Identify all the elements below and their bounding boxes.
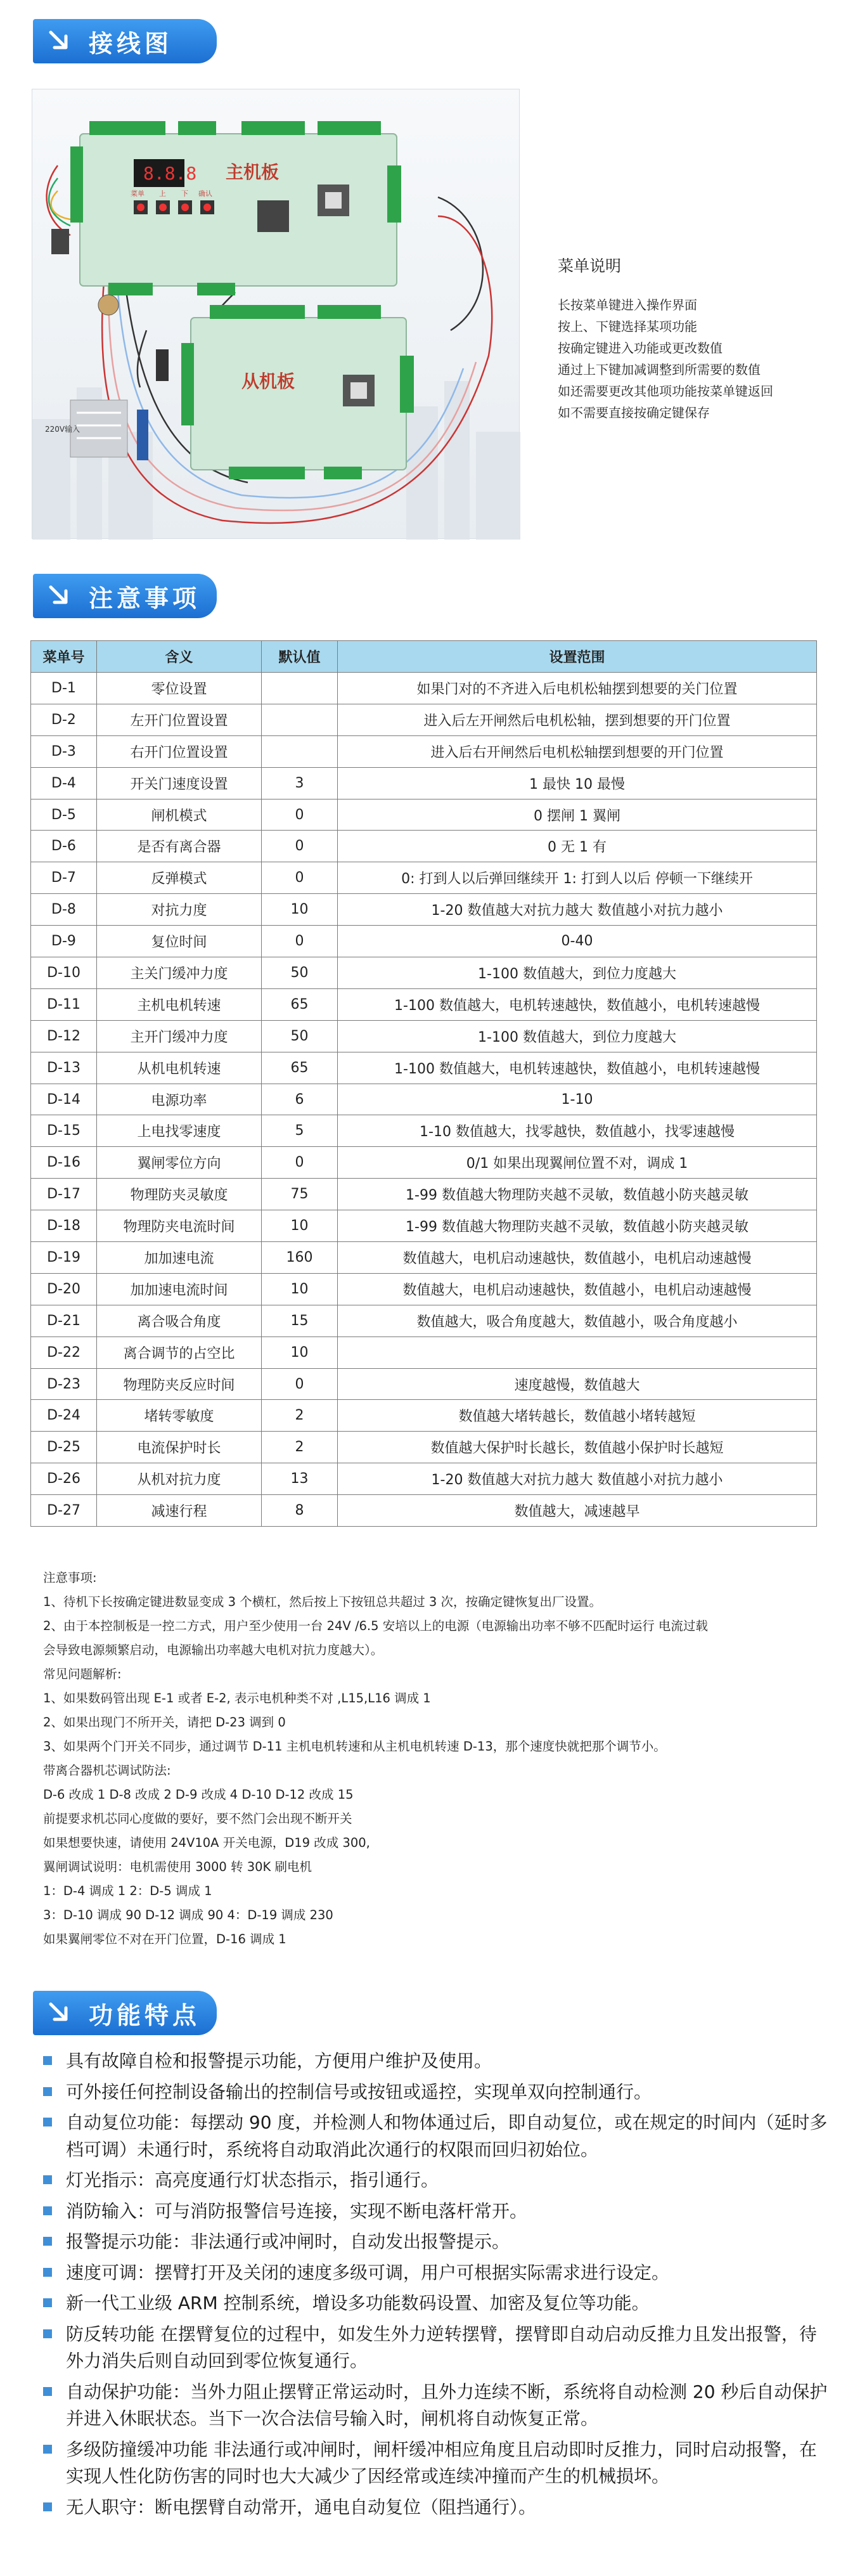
table-row [31, 1210, 817, 1242]
square-bullet-icon [43, 2087, 52, 2096]
setting-range-cell: 数值越大，电机启动速越快，数值越小，电机启动速越慢 [338, 1242, 817, 1274]
square-bullet-icon [43, 2206, 52, 2215]
default-value-cell: 0 [262, 1147, 338, 1179]
menu-instruction-line: 通过上下键加减调整到所需要的数值 [558, 362, 761, 377]
menu-number-cell: D-5 [31, 799, 97, 831]
menu-number-cell: D-2 [31, 704, 97, 735]
setting-range-cell: 1-100 数值越大，到位力度越大 [338, 1020, 817, 1052]
meaning-cell: 开关门速度设置 [97, 767, 262, 799]
menu-instruction-line: 长按菜单键进入操作界面 [558, 297, 697, 313]
setting-range-cell: 0/1 如果出现翼闸位置不对，调成 1 [338, 1147, 817, 1179]
default-value-cell: 0 [262, 831, 338, 862]
meaning-cell: 对抗力度 [97, 894, 262, 926]
note-line: 3：D-10 调成 90 D-12 调成 90 4：D-19 调成 230 [43, 1908, 333, 1922]
menu-instruction-line: 如不需要直接按确定键保存 [558, 405, 710, 420]
default-value-cell: 5 [262, 1115, 338, 1147]
table-row [31, 894, 817, 926]
feature-item [43, 2437, 829, 2490]
menu-number-cell: D-18 [31, 1210, 97, 1242]
table-row [31, 1273, 817, 1305]
section-title-notice: 注意事项 [89, 584, 201, 612]
feature-item [43, 2260, 829, 2287]
table-row [31, 957, 817, 989]
feature-text: 速度可调：摆臂打开及关闭的速度多级可调，用户可根据实际需求进行设定。 [66, 2262, 670, 2283]
setting-range-cell: 1-99 数值越大物理防夹越不灵敏，数值越小防夹越灵敏 [338, 1210, 817, 1242]
column-header: 设置范围 [338, 641, 817, 673]
feature-item [43, 2379, 829, 2433]
column-header: 菜单号 [31, 641, 97, 673]
menu-number-cell: D-10 [31, 957, 97, 989]
corner-arrow-icon [43, 579, 76, 612]
square-bullet-icon [43, 2056, 52, 2065]
menu-number-cell: D-27 [31, 1495, 97, 1527]
default-value-cell: 0 [262, 862, 338, 894]
setting-range-cell: 1-100 数值越大，电机转速越快，数值越小，电机转速越慢 [338, 988, 817, 1020]
wiring-diagram [32, 89, 520, 539]
main-board-label: 主机板 [226, 162, 279, 183]
feature-item [43, 2229, 829, 2256]
menu-number-cell: D-17 [31, 1179, 97, 1210]
note-line: 前提要求机芯同心度做的要好，要不然门会出现不断开关 [43, 1811, 352, 1826]
feature-text: 自动保护功能：当外力阻止摆臂正常运动时，且外力连续不断，系统将自动检测 20 秒后自动保护并进入休眠状态。当下一次合法信号输入时，闸机将自动恢复正常。 [66, 2381, 828, 2429]
default-value-cell: 65 [262, 988, 338, 1020]
note-line: 1、待机下长按确定键进数显变成 3 个横杠，然后按上下按钮总共超过 3 次，按确定键恢复出厂设置。 [43, 1595, 602, 1609]
column-header: 含义 [97, 641, 262, 673]
feature-item [43, 2494, 829, 2521]
meaning-cell: 主关门缓冲力度 [97, 957, 262, 989]
table-row [31, 1242, 817, 1274]
table-row [31, 862, 817, 894]
menu-number-cell: D-25 [31, 1432, 97, 1463]
menu-number-cell: D-22 [31, 1337, 97, 1368]
setting-range-cell: 数值越大，电机启动速越快，数值越小，电机启动速越慢 [338, 1273, 817, 1305]
meaning-cell: 左开门位置设置 [97, 704, 262, 735]
meaning-cell: 上电找零速度 [97, 1115, 262, 1147]
menu-number-cell: D-15 [31, 1115, 97, 1147]
menu-key-label: 菜单 [131, 190, 145, 198]
menu-number-cell: D-3 [31, 735, 97, 767]
meaning-cell: 闸机模式 [97, 799, 262, 831]
setting-range-cell: 0-40 [338, 926, 817, 957]
default-value-cell [262, 735, 338, 767]
notes-block [43, 1566, 823, 1951]
default-value-cell: 0 [262, 1368, 338, 1400]
meaning-cell: 主机电机转速 [97, 988, 262, 1020]
default-value-cell: 2 [262, 1432, 338, 1463]
table-row [31, 1052, 817, 1084]
default-value-cell: 10 [262, 1337, 338, 1368]
square-bullet-icon [43, 2298, 52, 2307]
default-value-cell: 3 [262, 767, 338, 799]
note-line: 1、如果数码管出现 E-1 或者 E-2, 表示电机种类不对 ,L15,L16 调成 1 [43, 1691, 431, 1705]
menu-instructions [558, 254, 830, 424]
setting-range-cell: 数值越大堵转越长，数值越小堵转越短 [338, 1400, 817, 1432]
default-value-cell: 50 [262, 1020, 338, 1052]
note-line: 注意事项: [43, 1570, 97, 1585]
menu-number-cell: D-19 [31, 1242, 97, 1274]
parameter-table [30, 640, 817, 1527]
table-row [31, 988, 817, 1020]
table-row [31, 704, 817, 735]
slave-board-label: 从机板 [241, 371, 295, 392]
default-value-cell: 0 [262, 799, 338, 831]
table-row [31, 1400, 817, 1432]
default-value-cell: 10 [262, 1273, 338, 1305]
table-header-row [31, 641, 817, 673]
note-line: 1：D-4 调成 1 2：D-5 调成 1 [43, 1884, 212, 1898]
table-row [31, 799, 817, 831]
feature-list [43, 2048, 829, 2525]
meaning-cell: 从机电机转速 [97, 1052, 262, 1084]
table-row [31, 1463, 817, 1495]
meaning-cell: 是否有离合器 [97, 831, 262, 862]
default-value-cell [262, 673, 338, 704]
menu-instruction-line: 按上、下键选择某项功能 [558, 319, 697, 334]
setting-range-cell: 1 最快 10 最慢 [338, 767, 817, 799]
meaning-cell: 从机对抗力度 [97, 1463, 262, 1495]
section-header-wiring [33, 19, 217, 63]
meaning-cell: 离合调节的占空比 [97, 1337, 262, 1368]
note-line: 会导致电源频繁启动，电源输出功率越大电机对抗力度越大）。 [43, 1643, 383, 1657]
setting-range-cell: 数值越大，减速越早 [338, 1495, 817, 1527]
note-line: 如果想要快速，请使用 24V10A 开关电源，D19 改成 300, [43, 1835, 370, 1850]
meaning-cell: 主开门缓冲力度 [97, 1020, 262, 1052]
feature-text: 报警提示功能：非法通行或冲闸时，自动发出报警提示。 [66, 2231, 510, 2252]
default-value-cell: 13 [262, 1463, 338, 1495]
feature-item [43, 2167, 829, 2194]
setting-range-cell: 1-100 数值越大，电机转速越快，数值越小，电机转速越慢 [338, 1052, 817, 1084]
meaning-cell: 加加速电流时间 [97, 1273, 262, 1305]
feature-text: 新一代工业级 ARM 控制系统，增设多功能数码设置、加密及复位等功能。 [66, 2293, 650, 2314]
setting-range-cell: 数值越大保护时长越长，数值越小保护时长越短 [338, 1432, 817, 1463]
feature-text: 无人职守：断电摆臂自动常开，通电自动复位（阻挡通行）。 [66, 2496, 537, 2518]
meaning-cell: 物理防夹灵敏度 [97, 1179, 262, 1210]
default-value-cell: 10 [262, 894, 338, 926]
meaning-cell: 反弹模式 [97, 862, 262, 894]
confirm-key-label: 确认 [198, 190, 212, 198]
feature-text: 灯光指示：高亮度通行灯状态指示，指引通行。 [66, 2170, 439, 2191]
meaning-cell: 零位设置 [97, 673, 262, 704]
table-row [31, 831, 817, 862]
meaning-cell: 右开门位置设置 [97, 735, 262, 767]
default-value-cell: 65 [262, 1052, 338, 1084]
setting-range-cell: 0 无 1 有 [338, 831, 817, 862]
table-body [31, 673, 817, 1527]
setting-range-cell: 1-10 [338, 1084, 817, 1115]
default-value-cell: 0 [262, 926, 338, 957]
default-value-cell: 75 [262, 1179, 338, 1210]
setting-range-cell: 0: 打到人以后弹回继续开 1: 打到人以后 停顿一下继续开 [338, 862, 817, 894]
table-row [31, 1432, 817, 1463]
menu-instructions-title: 菜单说明 [558, 257, 622, 275]
up-key-label: 上 [159, 190, 166, 198]
default-value-cell: 6 [262, 1084, 338, 1115]
feature-text: 可外接任何控制设备输出的控制信号或按钮或遥控，实现单双向控制通行。 [66, 2081, 652, 2102]
square-bullet-icon [43, 2387, 52, 2396]
table-row [31, 1084, 817, 1115]
menu-number-cell: D-6 [31, 831, 97, 862]
setting-range-cell: 1-99 数值越大物理防夹越不灵敏，数值越小防夹越灵敏 [338, 1179, 817, 1210]
note-line: 带离合器机芯调试防法: [43, 1763, 171, 1778]
setting-range-cell: 进入后右开闸然后电机松轴摆到想要的开门位置 [338, 735, 817, 767]
meaning-cell: 减速行程 [97, 1495, 262, 1527]
default-value-cell: 15 [262, 1305, 338, 1337]
section-header-notice [33, 574, 217, 618]
corner-arrow-icon [43, 25, 76, 58]
menu-number-cell: D-11 [31, 988, 97, 1020]
table-row [31, 1179, 817, 1210]
setting-range-cell: 1-20 数值越大对抗力越大 数值越小对抗力越小 [338, 894, 817, 926]
setting-range-cell: 1-10 数值越大，找零越快，数值越小，找零速越慢 [338, 1115, 817, 1147]
table-row [31, 1368, 817, 1400]
table-row [31, 1147, 817, 1179]
table-row [31, 1020, 817, 1052]
setting-range-cell: 0 摆闸 1 翼闸 [338, 799, 817, 831]
note-line: 如果翼闸零位不对在开门位置，D-16 调成 1 [43, 1932, 286, 1946]
power-input-label: 220V输入 [45, 425, 80, 434]
note-line: 2、如果出现门不所开关，请把 D-23 调到 0 [43, 1715, 286, 1730]
menu-number-cell: D-7 [31, 862, 97, 894]
wiring-diagram-svg [32, 89, 520, 540]
menu-number-cell: D-24 [31, 1400, 97, 1432]
menu-number-cell: D-13 [31, 1052, 97, 1084]
note-line: 翼闸调试说明：电机需使用 3000 转 30K 刷电机 [43, 1860, 312, 1874]
menu-number-cell: D-26 [31, 1463, 97, 1495]
feature-item [43, 2079, 829, 2106]
setting-range-cell: 如果门对的不齐进入后电机松轴摆到想要的关门位置 [338, 673, 817, 704]
table-row [31, 1115, 817, 1147]
menu-number-cell: D-12 [31, 1020, 97, 1052]
square-bullet-icon [43, 2329, 52, 2338]
feature-item [43, 2290, 829, 2317]
menu-instruction-line: 如还需要更改其他项功能按菜单键返回 [558, 384, 773, 399]
table-row [31, 735, 817, 767]
meaning-cell: 电流保护时长 [97, 1432, 262, 1463]
menu-number-cell: D-21 [31, 1305, 97, 1337]
menu-number-cell: D-16 [31, 1147, 97, 1179]
meaning-cell: 复位时间 [97, 926, 262, 957]
section-title-wiring: 接线图 [89, 29, 173, 58]
note-line: 3、如果两个门开关不同步，通过调节 D-11 主机电机转速和从主机电机转速 D-13，那个速度快就把那个调节小。 [43, 1739, 666, 1754]
section-title-features: 功能特点 [89, 2001, 201, 2029]
table-row [31, 767, 817, 799]
menu-number-cell: D-8 [31, 894, 97, 926]
meaning-cell: 翼闸零位方向 [97, 1147, 262, 1179]
menu-number-cell: D-14 [31, 1084, 97, 1115]
feature-item [43, 2321, 829, 2375]
feature-text: 多级防撞缓冲功能 非法通行或冲闸时，闸杆缓冲相应角度且启动即时反推力，同时启动报警，在实现人性化防伤害的同时也大大减少了因经常或连续冲撞而产生的机械损坏。 [66, 2438, 817, 2487]
default-value-cell: 10 [262, 1210, 338, 1242]
meaning-cell: 电源功率 [97, 1084, 262, 1115]
note-line: 2、由于本控制板是一控二方式，用户至少使用一台 24V /6.5 安培以上的电源（电源输出功率不够不匹配时运行 电流过载 [43, 1619, 708, 1633]
feature-text: 具有故障自检和报警提示功能，方便用户维护及使用。 [66, 2050, 492, 2071]
default-value-cell [262, 704, 338, 735]
down-key-label: 下 [181, 190, 188, 198]
table-row [31, 1495, 817, 1527]
column-header: 默认值 [262, 641, 338, 673]
setting-range-cell: 1-100 数值越大，到位力度越大 [338, 957, 817, 989]
feature-text: 防反转功能 在摆臂复位的过程中，如发生外力逆转摆臂，摆臂即自动启动反推力且发出报警，待外力消失后则自动回到零位恢复通行。 [66, 2323, 817, 2371]
square-bullet-icon [43, 2237, 52, 2246]
feature-text: 自动复位功能：每摆动 90 度，并检测人和物体通过后，即自动复位，或在规定的时间内（延时多档可调）未通行时，系统将自动取消此次通行的权限而回归初始位。 [66, 2112, 828, 2160]
meaning-cell: 堵转零敏度 [97, 1400, 262, 1432]
table-row [31, 673, 817, 704]
menu-number-cell: D-9 [31, 926, 97, 957]
menu-number-cell: D-20 [31, 1273, 97, 1305]
default-value-cell: 50 [262, 957, 338, 989]
default-value-cell: 160 [262, 1242, 338, 1274]
feature-item [43, 2048, 829, 2075]
table-row [31, 1337, 817, 1368]
square-bullet-icon [43, 2175, 52, 2184]
menu-instruction-line: 按确定键进入功能或更改数值 [558, 340, 723, 356]
table-row [31, 926, 817, 957]
setting-range-cell: 进入后左开闸然后电机松轴，摆到想要的开门位置 [338, 704, 817, 735]
setting-range-cell: 速度越慢，数值越大 [338, 1368, 817, 1400]
menu-number-cell: D-1 [31, 673, 97, 704]
meaning-cell: 物理防夹反应时间 [97, 1368, 262, 1400]
table-row [31, 1305, 817, 1337]
note-line: D-6 改成 1 D-8 改成 2 D-9 改成 4 D-10 D-12 改成 15 [43, 1787, 354, 1802]
menu-number-cell: D-4 [31, 767, 97, 799]
corner-arrow-icon [43, 1997, 76, 2029]
feature-item [43, 2109, 829, 2163]
setting-range-cell [338, 1337, 817, 1368]
svg-text:8.8.8: 8.8.8 [143, 163, 197, 184]
meaning-cell: 物理防夹电流时间 [97, 1210, 262, 1242]
square-bullet-icon [43, 2445, 52, 2454]
square-bullet-icon [43, 2268, 52, 2277]
setting-range-cell: 数值越大，吸合角度越大，数值越小，吸合角度越小 [338, 1305, 817, 1337]
note-line: 常见问题解析: [43, 1667, 122, 1681]
feature-item [43, 2198, 829, 2225]
meaning-cell: 离合吸合角度 [97, 1305, 262, 1337]
feature-text: 消防输入：可与消防报警信号连接，实现不断电落杆常开。 [66, 2200, 528, 2222]
setting-range-cell: 1-20 数值越大对抗力越大 数值越小对抗力越小 [338, 1463, 817, 1495]
section-header-features [33, 1991, 217, 2035]
default-value-cell: 2 [262, 1400, 338, 1432]
meaning-cell: 加加速电流 [97, 1242, 262, 1274]
default-value-cell: 8 [262, 1495, 338, 1527]
menu-number-cell: D-23 [31, 1368, 97, 1400]
square-bullet-icon [43, 2502, 52, 2511]
square-bullet-icon [43, 2118, 52, 2126]
